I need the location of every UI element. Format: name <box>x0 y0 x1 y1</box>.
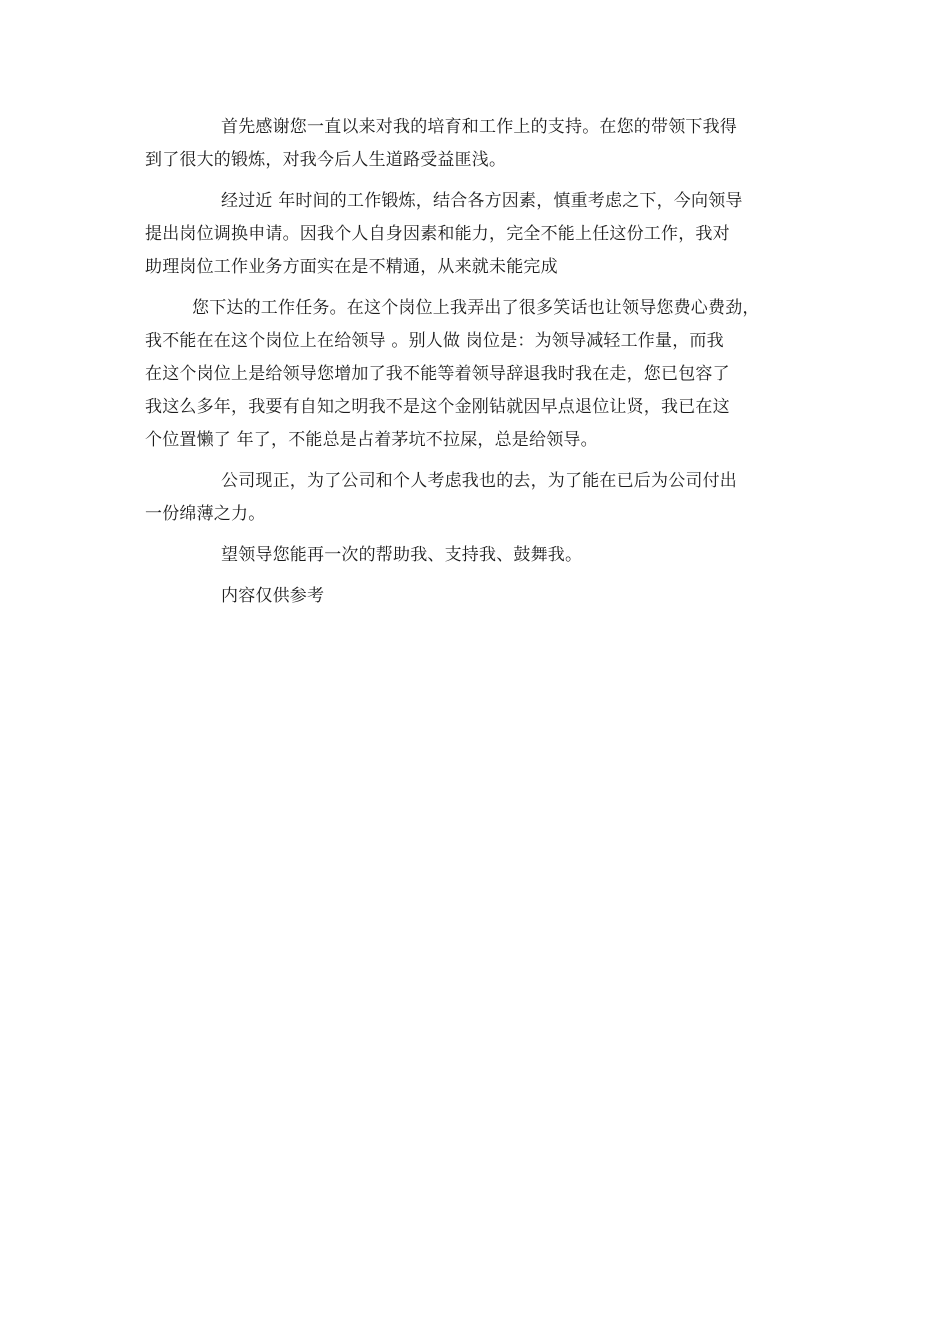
text-line: 经过近 年时间的工作锻炼，结合各方因素，慎重考虑之下，今向领导 <box>221 191 743 211</box>
text-line: 我这么多年，我要有自知之明我不是这个金刚钻就因早点退位让贤，我已在这 <box>145 397 730 417</box>
text-line: 一份绵薄之力。 <box>145 504 266 524</box>
text-line: 您下达的工作任务。在这个岗位上我弄出了很多笑话也让领导您费心费劲， <box>192 298 760 318</box>
text-line: 到了很大的锻炼，对我今后人生道路受益匪浅。 <box>145 150 507 170</box>
text-line: 助理岗位工作业务方面实在是不精通，从来就未能完成 <box>145 257 558 277</box>
text-line: 个位置懒了 年了，不能总是占着茅坑不拉屎，总是给领导。 <box>145 430 598 450</box>
text-line: 公司现正，为了公司和个人考虑我也的去，为了能在已后为公司付出 <box>221 471 737 491</box>
text-line: 首先感谢您一直以来对我的培育和工作上的支持。在您的带领下我得 <box>221 117 737 137</box>
text-line: 我不能在在这个岗位上在给领导 。别人做 岗位是：为领导减轻工作量，而我 <box>145 331 724 351</box>
text-line: 望领导您能再一次的帮助我、支持我、鼓舞我。 <box>221 545 583 565</box>
text-line: 在这个岗位上是给领导您增加了我不能等着领导辞退我时我在走，您已包容了 <box>145 364 730 384</box>
text-line: 内容仅供参考 <box>221 586 325 606</box>
text-line: 提出岗位调换申请。因我个人自身因素和能力，完全不能上任这份工作，我对 <box>145 224 730 244</box>
